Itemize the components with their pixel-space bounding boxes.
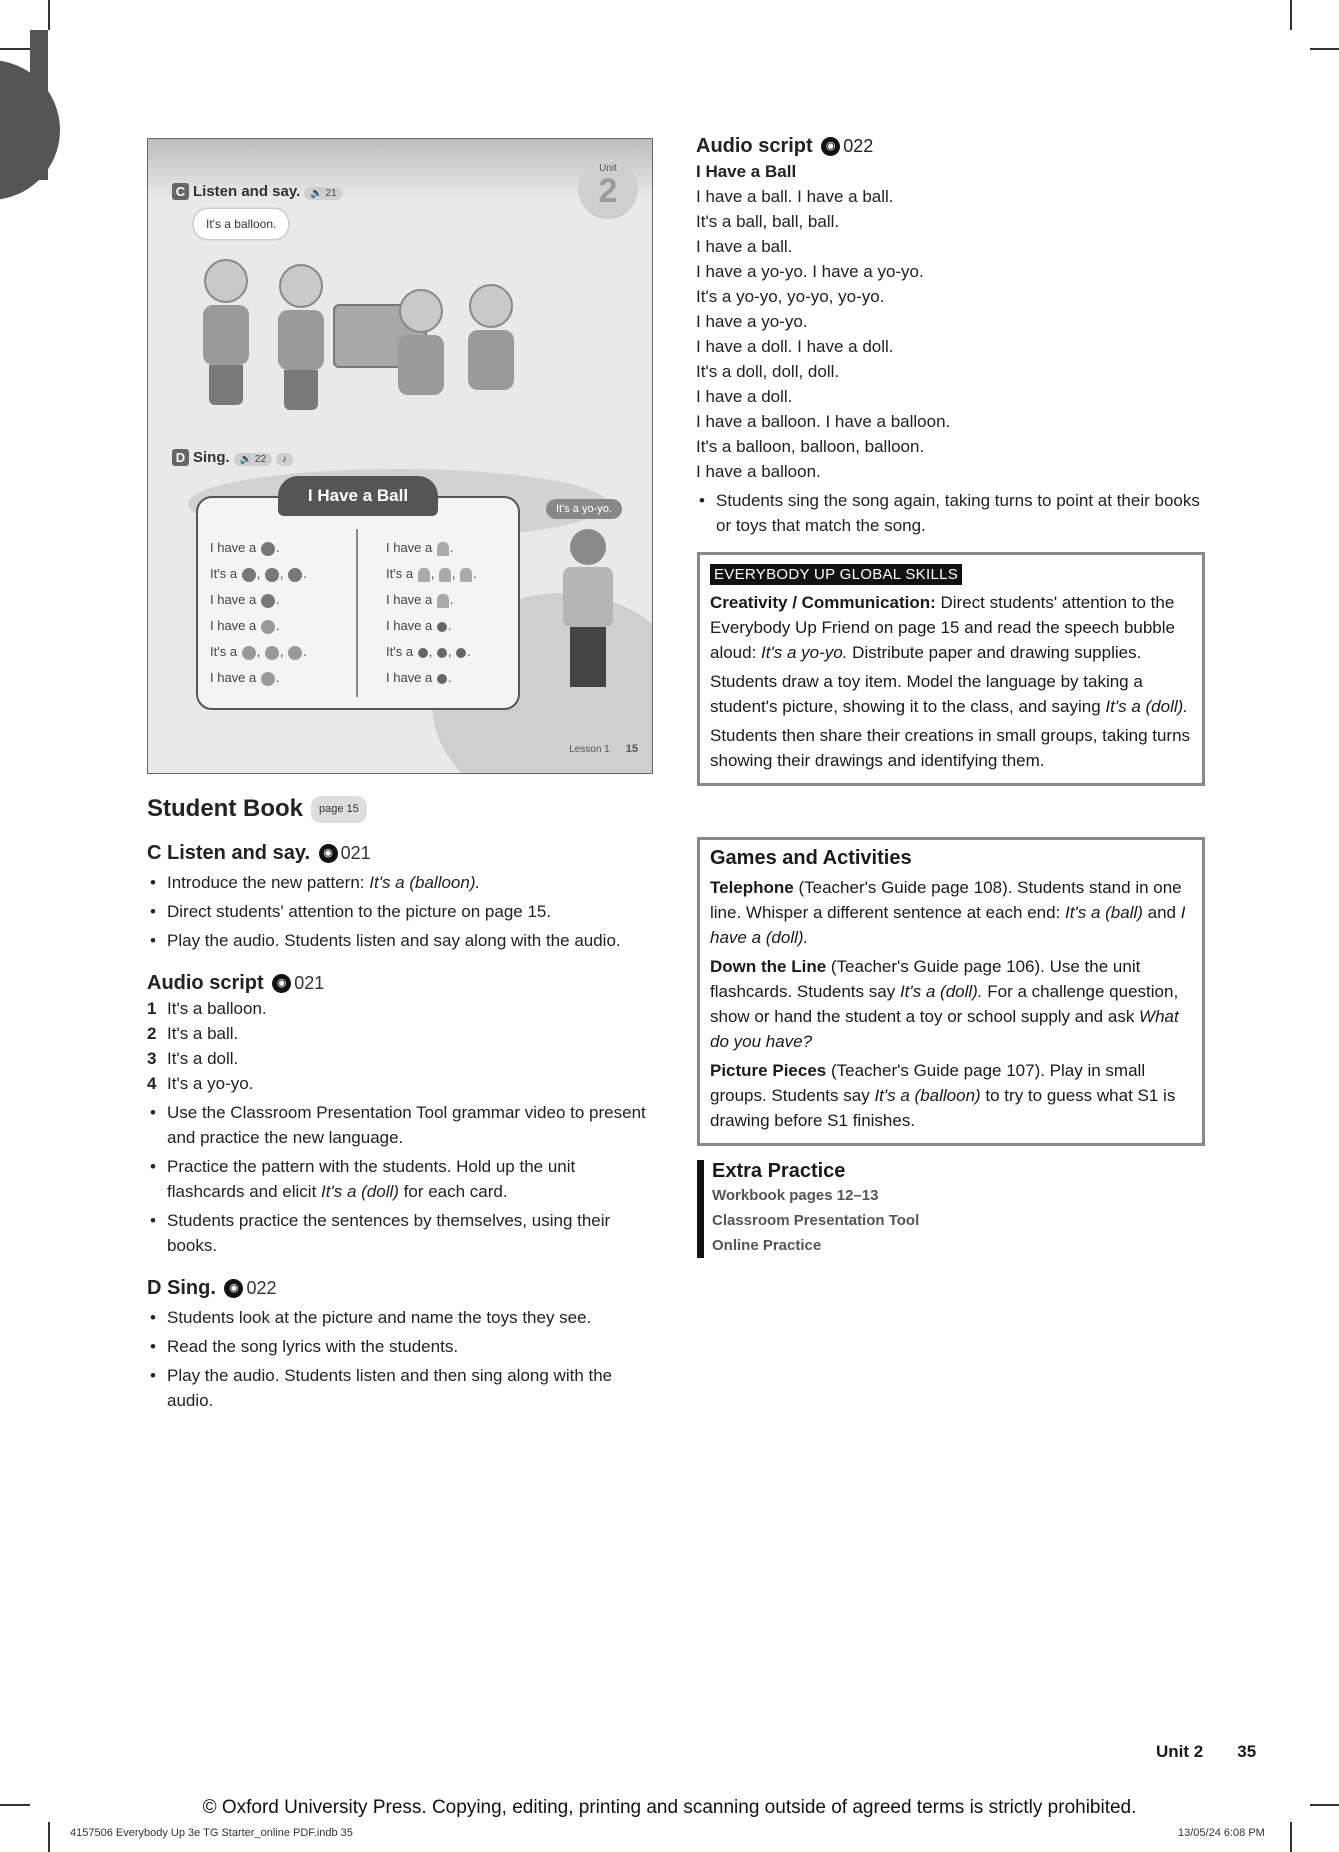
section-letter: C <box>172 183 189 200</box>
page-footer <box>1156 1742 1256 1762</box>
song-title-banner: I Have a Ball <box>278 476 438 516</box>
audio-icon: ◉ <box>272 974 291 993</box>
lyric-line: I have a balloon. <box>696 462 821 481</box>
audio-track: 22 <box>254 454 267 465</box>
doll-icon <box>418 568 430 582</box>
lyric-line: I have a ball. <box>696 237 793 256</box>
section-letter: D <box>172 449 189 466</box>
song-title: I Have a Ball <box>696 162 797 181</box>
audio-icon: ◉ <box>821 137 840 156</box>
game-paragraph: Down the Line (Teacher's Guide page 106). Use the unit flashcards. Students say It's a (doll). For a challenge question, show or hand the student a toy or school supply and ask What do you have? <box>710 957 1179 1051</box>
list-item: • Introduce the new pattern: It's a (balloon). <box>147 870 652 895</box>
balloon-icon <box>288 646 302 660</box>
song-right-column <box>386 535 477 691</box>
list-item: • Use the Classroom Presentation Tool grammar video to present and practice the new language. <box>147 1100 652 1150</box>
child-figure <box>468 284 514 390</box>
balloon-icon <box>242 646 256 660</box>
footer-unit: Unit 2 <box>1156 1742 1204 1761</box>
doll-icon <box>437 594 449 608</box>
print-slug-right: 13/05/24 6:08 PM <box>1178 1827 1265 1839</box>
song-line: I have a . <box>386 540 454 555</box>
unit-badge-number: 2 <box>598 172 618 210</box>
lyric-line: I have a yo-yo. <box>696 312 808 331</box>
song-line: I have a . <box>210 592 280 607</box>
list-item: 1 It's a balloon. <box>147 999 267 1019</box>
ball-icon <box>261 594 275 608</box>
ball-icon <box>288 568 302 582</box>
song-line: I have a . <box>210 618 280 633</box>
audio-script-heading: Audio script ◉ 022 <box>696 135 874 157</box>
lyric-line: I have a balloon. I have a balloon. <box>696 412 951 431</box>
section-d-bullets <box>147 1305 652 1413</box>
copyright-notice: © Oxford University Press. Copying, editing, printing and scanning outside of agreed terms is strictly prohibited. <box>202 1797 1137 1818</box>
list-item: • Play the audio. Students listen and then sing along with the audio. <box>147 1363 652 1413</box>
balloon-icon <box>265 646 279 660</box>
yoyo-icon <box>437 648 447 658</box>
song-line: I have a . <box>386 670 452 685</box>
lyrics-bullets <box>696 488 1206 538</box>
song-line: I have a . <box>210 540 280 555</box>
child-figure <box>398 289 444 395</box>
extra-practice-item: Classroom Presentation Tool <box>712 1212 920 1229</box>
student-book-page-image <box>147 138 653 774</box>
balloon-icon <box>261 672 275 686</box>
lyric-line: I have a yo-yo. I have a yo-yo. <box>696 262 924 281</box>
page-number: 15 <box>625 743 638 755</box>
lyric-line: I have a ball. I have a ball. <box>696 187 894 206</box>
lyric-line: I have a doll. I have a doll. <box>696 337 894 356</box>
games-title: Games and Activities <box>710 847 912 869</box>
list-item: 3 It's a doll. <box>147 1049 239 1069</box>
song-line: It's a , , . <box>386 566 477 581</box>
lyric-line: It's a doll, doll, doll. <box>696 362 840 381</box>
song-divider <box>356 529 358 697</box>
child-figure <box>203 259 249 405</box>
list-item: 2 It's a ball. <box>147 1024 239 1044</box>
balloon-icon <box>261 620 275 634</box>
lesson-footer <box>569 743 638 755</box>
audio-icon: ◉ <box>319 844 338 863</box>
section-c-bullets <box>147 870 652 953</box>
crop-mark <box>1290 0 1292 30</box>
game-paragraph: Picture Pieces (Teacher's Guide page 107). Play in small groups. Students say It's a (balloon) to try to guess what S1 is drawing before S1 finishes. <box>710 1061 1176 1130</box>
list-item: • Students practice the sentences by themselves, using their books. <box>147 1208 652 1258</box>
song-line: I have a . <box>386 618 452 633</box>
list-item: • Play the audio. Students listen and say along with the audio. <box>147 928 652 953</box>
audio-script-bullets <box>147 1100 652 1258</box>
ball-icon <box>242 568 256 582</box>
section-c-label <box>172 183 343 200</box>
footer-page-number: 35 <box>1237 1742 1257 1761</box>
extra-practice-title: Extra Practice <box>712 1160 846 1182</box>
skills-paragraph: Students then share their creations in small groups, taking turns showing their drawings and identifying them. <box>710 726 1191 770</box>
song-line: I have a . <box>210 670 280 685</box>
crop-mark <box>0 48 30 50</box>
audio-script-lines <box>147 996 652 1096</box>
friend-figure <box>558 529 618 699</box>
list-item: • Students sing the song again, taking turns to point at their books or toys that match the song. <box>696 488 1206 538</box>
list-item: • Students look at the picture and name the toys they see. <box>147 1305 652 1330</box>
list-item: • Practice the pattern with the students. Hold up the unit flashcards and elicit It's a (doll) for each card. <box>147 1154 652 1204</box>
audio-track: 21 <box>325 188 337 199</box>
print-slug-left: 4157506 Everybody Up 3e TG Starter_online PDF.indb 35 <box>70 1827 353 1839</box>
yoyo-icon <box>418 648 428 658</box>
song-line: It's a , , . <box>386 644 471 659</box>
section-title: Sing. <box>193 449 230 466</box>
child-figure <box>278 264 324 410</box>
extra-practice-item: Online Practice <box>712 1237 822 1254</box>
yoyo-icon <box>437 674 447 684</box>
unit-badge <box>578 159 638 219</box>
extra-practice <box>697 1160 919 1258</box>
speech-bubble: It's a balloon. <box>194 209 288 239</box>
audio-chip: 🔊 21 <box>304 187 342 200</box>
song-line: It's a , , . <box>210 644 307 659</box>
crop-mark <box>48 0 50 30</box>
left-column <box>147 796 652 1417</box>
sing-icon: ♪ <box>276 453 293 466</box>
lyric-line: It's a yo-yo, yo-yo, yo-yo. <box>696 287 885 306</box>
audio-chip: 🔊 22 <box>234 453 272 466</box>
page-chip: page 15 <box>311 796 367 823</box>
games-activities-box <box>697 837 1205 1146</box>
list-item: • Direct students' attention to the picture on page 15. <box>147 899 652 924</box>
unit-side-tab-bar <box>30 30 48 180</box>
crop-mark <box>1290 1822 1292 1852</box>
student-book-heading: Student Book page 15 <box>147 796 652 823</box>
doll-icon <box>437 542 449 556</box>
lyric-line: It's a ball, ball, ball. <box>696 212 840 231</box>
section-d-heading: D Sing. ◉ 022 <box>147 1277 277 1300</box>
song-left-column <box>210 535 307 691</box>
list-item: • Read the song lyrics with the students. <box>147 1334 652 1359</box>
lyric-line: It's a balloon, balloon, balloon. <box>696 437 925 456</box>
section-title: Listen and say. <box>193 183 301 200</box>
crop-mark <box>48 1822 50 1852</box>
doll-icon <box>439 568 451 582</box>
lesson-label: Lesson 1 <box>569 744 610 755</box>
lyric-line: I have a doll. <box>696 387 793 406</box>
section-c-heading: C Listen and say. ◉ 021 <box>147 842 371 865</box>
audio-icon: ◉ <box>224 1279 243 1298</box>
global-skills-box <box>697 552 1205 786</box>
game-paragraph: Telephone (Teacher's Guide page 108). Students stand in one line. Whisper a different sentence at each end: It's a (ball) and I have a (doll). <box>710 878 1186 947</box>
ball-icon <box>265 568 279 582</box>
skills-paragraph: Students draw a toy item. Model the language by taking a student's picture, showing it to the class, and saying It's a (doll). <box>710 672 1189 716</box>
song-line: I have a . <box>386 592 454 607</box>
speech-bubble: It's a yo-yo. <box>546 499 622 519</box>
yoyo-icon <box>437 622 447 632</box>
doll-icon <box>460 568 472 582</box>
section-d-label <box>172 449 293 466</box>
ball-icon <box>261 542 275 556</box>
list-item: 4 It's a yo-yo. <box>147 1074 254 1094</box>
extra-practice-item: Workbook pages 12–13 <box>712 1187 879 1204</box>
global-skills-tag: EVERYBODY UP GLOBAL SKILLS <box>710 564 962 585</box>
yoyo-icon <box>456 648 466 658</box>
unit-badge-label: Unit <box>599 163 617 174</box>
crop-mark <box>1310 48 1339 50</box>
song-line: It's a , , . <box>210 566 307 581</box>
right-column <box>696 134 1206 542</box>
audio-script-heading: Audio script ◉ 021 <box>147 972 325 995</box>
skills-paragraph: Creativity / Communication: Direct students' attention to the Everybody Up Friend on page 15 and read the speech bubble aloud: It's a yo-yo. Distribute paper and drawing supplies. <box>710 593 1175 662</box>
